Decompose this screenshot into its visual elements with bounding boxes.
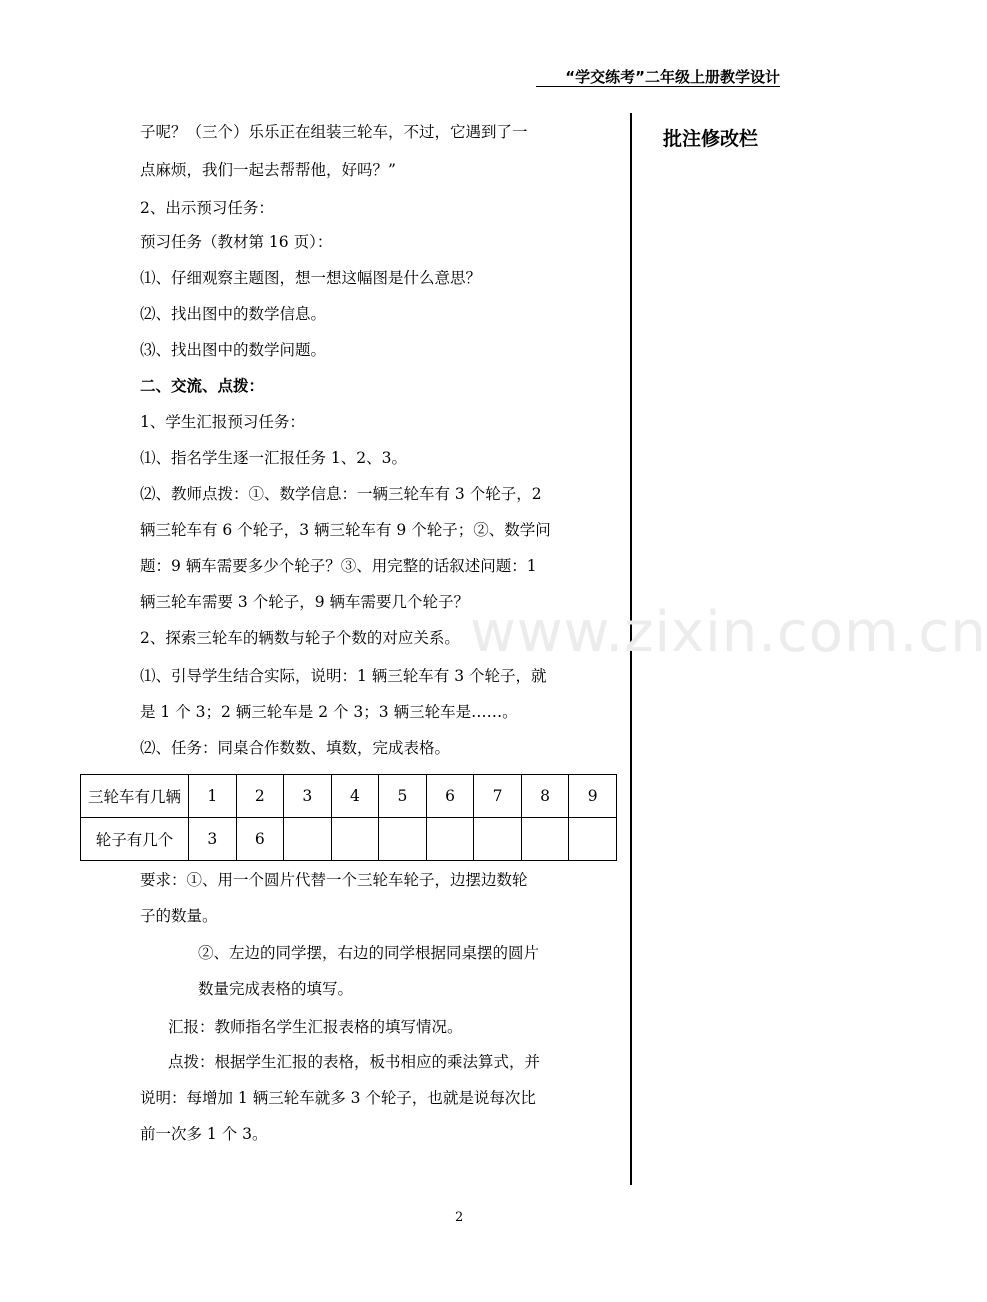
body-line: ⑵、找出图中的数学信息。 xyxy=(140,305,327,323)
table-cell: 1 xyxy=(189,775,237,818)
body-line: 子呢？（三个）乐乐正在组装三轮车，不过，它遇到了一 xyxy=(140,123,528,141)
watermark: www.zixin.com.cn xyxy=(470,600,987,665)
body-line: 2、出示预习任务： xyxy=(140,199,274,217)
table-cell: 5 xyxy=(379,775,427,818)
body-line: 要求：①、用一个圆片代替一个三轮车轮子，边摆边数轮 xyxy=(140,871,528,889)
table-cell xyxy=(521,818,569,861)
table-cell xyxy=(426,818,474,861)
table-cell xyxy=(379,818,427,861)
page-number: 2 xyxy=(455,1210,464,1225)
table-cell: 7 xyxy=(474,775,522,818)
body-line: 数量完成表格的填写。 xyxy=(198,980,354,998)
body-line: ⑴、仔细观察主题图，想一想这幅图是什么意思？ xyxy=(140,269,482,287)
body-line: 辆三轮车需要 3 个轮子，9 辆车需要几个轮子？ xyxy=(140,593,470,611)
table-row xyxy=(81,775,617,818)
body-line: 预习任务（教材第 16 页）： xyxy=(140,233,333,251)
table-cell: 6 xyxy=(426,775,474,818)
table-cell xyxy=(331,818,379,861)
table-cell: 4 xyxy=(331,775,379,818)
table-cell: 2 xyxy=(236,775,284,818)
table-cell xyxy=(284,818,332,861)
table-cell xyxy=(474,818,522,861)
body-line: 说明：每增加 1 辆三轮车就多 3 个轮子，也就是说每次比 xyxy=(140,1089,536,1107)
body-line: 子的数量。 xyxy=(140,907,218,925)
body-line: 点拨：根据学生汇报的表格，板书相应的乘法算式，并 xyxy=(168,1053,541,1071)
body-line: ⑴、引导学生结合实际，说明：1 辆三轮车有 3 个轮子，就 xyxy=(140,667,547,685)
document-header-title: “学交练考”二年级上册教学设计 xyxy=(565,68,780,86)
body-line: ②、左边的同学摆，右边的同学根据同桌摆的圆片 xyxy=(198,944,540,962)
table-cell: 6 xyxy=(236,818,284,861)
table-cell: 3 xyxy=(284,775,332,818)
body-line: 题：9 辆车需要多少个轮子？③、用完整的话叙述问题：1 xyxy=(140,557,537,575)
section-heading: 二、交流、点拨： xyxy=(140,377,265,395)
table-cell xyxy=(569,818,617,861)
table-row xyxy=(81,818,617,861)
body-line: 2、探索三轮车的辆数与轮子个数的对应关系。 xyxy=(140,629,460,647)
body-line: ⑶、找出图中的数学问题。 xyxy=(140,341,327,359)
table-cell: 9 xyxy=(569,775,617,818)
table-row-label: 三轮车有几辆 xyxy=(81,775,189,818)
table-cell: 3 xyxy=(189,818,237,861)
body-line: ⑴、指名学生逐一汇报任务 1、2、3。 xyxy=(140,449,408,467)
header-underline xyxy=(536,86,780,87)
body-line: 汇报：教师指名学生汇报表格的填写情况。 xyxy=(168,1018,463,1036)
tricycle-wheel-table xyxy=(80,774,617,861)
body-line: ⑵、教师点拨：①、数学信息：一辆三轮车有 3 个轮子，2 xyxy=(140,485,542,503)
annotation-column-title: 批注修改栏 xyxy=(663,128,759,150)
body-line: 是 1 个 3；2 辆三轮车是 2 个 3；3 辆三轮车是……。 xyxy=(140,703,518,721)
body-line: 点麻烦，我们一起去帮帮他，好吗？” xyxy=(140,161,396,179)
body-line: ⑵、任务：同桌合作数数、填数，完成表格。 xyxy=(140,739,451,757)
table-row-label: 轮子有几个 xyxy=(81,818,189,861)
body-line: 1、学生汇报预习任务： xyxy=(140,413,305,431)
body-line: 辆三轮车有 6 个轮子，3 辆三轮车有 9 个轮子；②、数学问 xyxy=(140,521,551,539)
body-line: 前一次多 1 个 3。 xyxy=(140,1125,268,1143)
table-cell: 8 xyxy=(521,775,569,818)
